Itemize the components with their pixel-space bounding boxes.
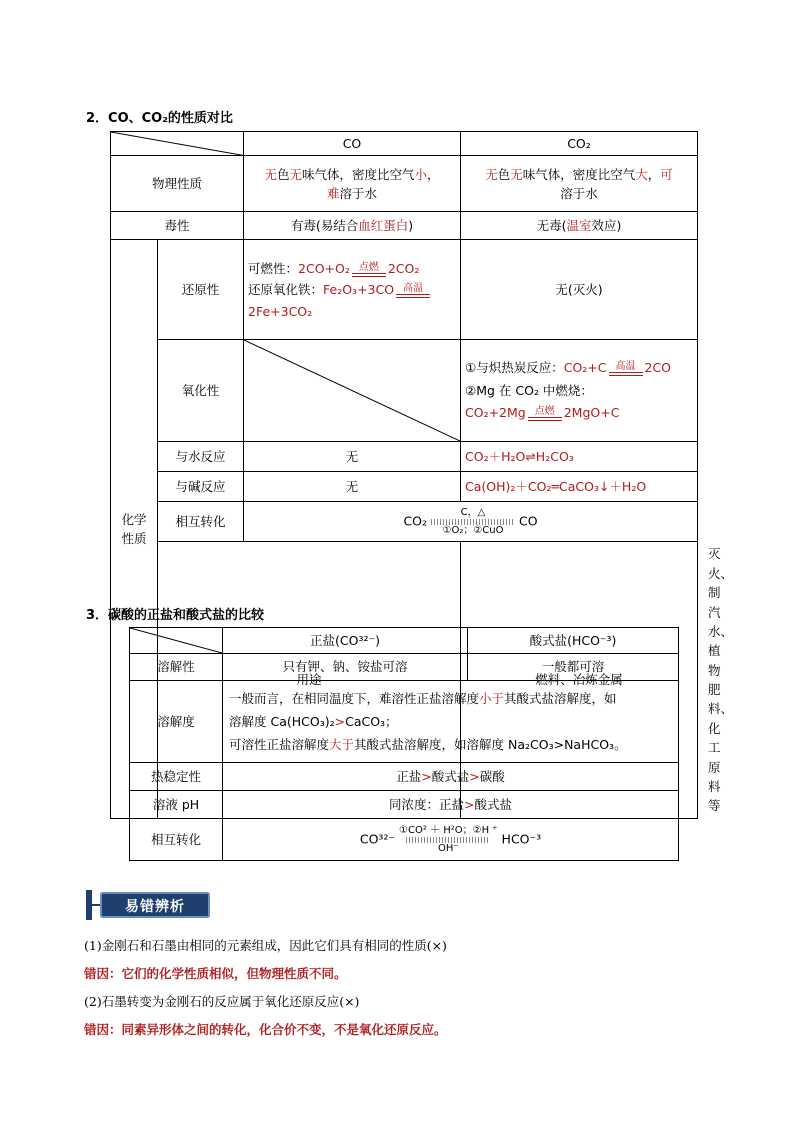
row-label-chemical: 化学 性质 — [111, 240, 158, 818]
cell-base-co: 无 — [244, 472, 461, 502]
cell-solubility-acid: 一般都可溶 — [468, 654, 679, 681]
co-co2-table: CO CO₂ 物理性质 无色无味气体，密度比空气小， 难溶于水 无色无味气体，密度比空气大，可 溶于水 毒性 有毒(易结合血红蛋白) 无毒(温室效应) 化学 性质 还原性 可燃性：2CO+O₂ 点燃 2CO₂ 还原氧化铁：Fe₂O₃+3CO 高温 2Fe+3CO₂ 无(灭火) 氧化性 ①与炽热炭反应：CO₂+C 高温 2CO ②Mg 在 CO₂ 中燃烧： CO₂+2Mg 点燃 2MgO+C 与水反应 无 CO₂＋H₂O⇌H₂CO₃ 与碱反应 无 Ca(OH)₂＋CO₂═CaCO₃↓＋H₂O 相互转化 CO₂ C，△ ①O₂；②CuO CO 用途 燃料、冶炼金属 灭火、制汽水、植物肥料、化工原料等 — [110, 131, 698, 819]
cell-water-co: 无 — [244, 442, 461, 472]
error-analysis-tag — [86, 890, 210, 920]
error-question-1: (1)金刚石和石墨由相同的元素组成，因此它们具有相同的性质(×) — [84, 938, 447, 953]
cell-reducing-co2: 无(灭火) — [461, 240, 698, 340]
cell-ph: 同浓度：正盐>酸式盐 — [223, 791, 679, 819]
carbonate-table — [129, 627, 679, 861]
section3-title: 3．碳酸的正盐和酸式盐的比较 — [86, 608, 265, 623]
cell-conversion: CO₂ C，△ ①O₂；②CuO CO — [244, 502, 698, 542]
col-header-co2: CO₂ — [461, 132, 698, 156]
row-label-oxidizing: 氧化性 — [158, 340, 244, 442]
error-question-2: (2)石墨转变为金刚石的反应属于氧化还原反应(×) — [84, 994, 360, 1009]
row-label-carbonate-conversion: 相互转化 — [130, 819, 223, 861]
row-label-sol-degree: 溶解度 — [130, 681, 223, 763]
tag-label: 易错辨析 — [125, 899, 185, 915]
cell-solubility-normal: 只有钾、钠、铵盐可溶 — [223, 654, 468, 681]
header-diagonal-cell-3 — [130, 628, 223, 654]
row-label-thermal: 热稳定性 — [130, 763, 223, 791]
cell-water-co2: CO₂＋H₂O⇌H₂CO₃ — [461, 442, 698, 472]
row-label-physical: 物理性质 — [111, 156, 244, 212]
cell-physical-co2: 无色无味气体，密度比空气大，可 溶于水 — [461, 156, 698, 212]
row-label-base: 与碱反应 — [158, 472, 244, 502]
row-label-solubility: 溶解性 — [130, 654, 223, 681]
error-reason-2: 错因：同素异形体之间的转化，化合价不变，不是氧化还原反应。 — [84, 1022, 447, 1037]
cell-base-co2: Ca(OH)₂＋CO₂═CaCO₃↓＋H₂O — [461, 472, 698, 502]
cell-physical-co: 无色无味气体，密度比空气小， 难溶于水 — [244, 156, 461, 212]
header-diagonal-cell — [111, 132, 244, 156]
row-label-usage: 用途 — [158, 542, 461, 818]
cell-toxicity-co: 有毒(易结合血红蛋白) — [244, 212, 461, 240]
tag-box — [100, 892, 210, 918]
section2-title: 2．CO、CO₂的性质对比 — [86, 111, 233, 126]
col-header-acid-salt: 酸式盐(HCO⁻³) — [468, 628, 679, 654]
cell-usage-co: 燃料、冶炼金属 — [461, 542, 698, 818]
row-label-water: 与水反应 — [158, 442, 244, 472]
cell-oxidizing-co2: ①与炽热炭反应：CO₂+C 高温 2CO ②Mg 在 CO₂ 中燃烧： CO₂+2Mg 点燃 2MgO+C — [461, 340, 698, 442]
cell-carbonate-conversion: CO³²⁻ ①CO² ＋ H²O；②H ⁺ OH⁻ HCO⁻³ — [223, 819, 679, 861]
cell-toxicity-co2: 无毒(温室效应) — [461, 212, 698, 240]
row-label-conversion: 相互转化 — [158, 502, 244, 542]
cell-sol-degree: 一般而言，在相同温度下，难溶性正盐溶解度小于其酸式盐溶解度，如 溶解度 Ca(HCO₃)₂>CaCO₃； 可溶性正盐溶解度大于其酸式盐溶解度，如溶解度 Na₂CO₃>NaHCO₃。 — [223, 681, 679, 763]
row-label-ph: 溶液 pH — [130, 791, 223, 819]
col-header-normal-salt: 正盐(CO³²⁻) — [223, 628, 468, 654]
row-label-toxicity: 毒性 — [111, 212, 244, 240]
cell-thermal: 正盐>酸式盐>碳酸 — [223, 763, 679, 791]
error-reason-1: 错因：它们的化学性质相似，但物理性质不同。 — [84, 966, 347, 981]
col-header-co: CO — [244, 132, 461, 156]
row-label-reducing: 还原性 — [158, 240, 244, 340]
cell-reducing-co: 可燃性：2CO+O₂ 点燃 2CO₂ 还原氧化铁：Fe₂O₃+3CO 高温 2Fe+3CO₂ — [244, 240, 461, 340]
cell-oxidizing-co-diagonal — [244, 340, 461, 442]
